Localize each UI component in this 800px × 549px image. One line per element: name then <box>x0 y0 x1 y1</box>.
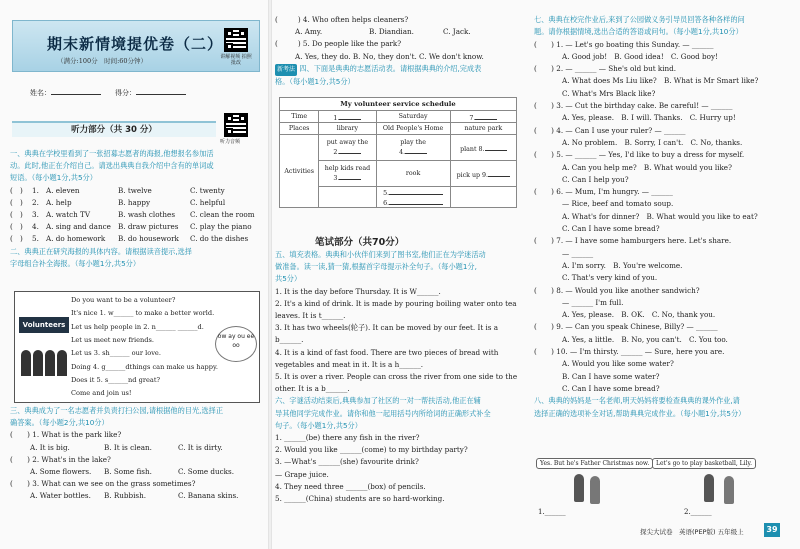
s1-option[interactable]: C. clean the room <box>190 210 255 220</box>
s7-line[interactable]: ( ) 1. — Let's go boating this Sunday. — ______ <box>534 39 714 49</box>
s7-line[interactable]: ( ) 9. — Can you speak Chinese, Billy? — ______ <box>534 322 718 332</box>
s7-line: A. Yes, a little. B. No, you can't. C. You too. <box>562 334 728 344</box>
mq5-text: 5. Do people like the park? <box>302 39 402 49</box>
qr-code-icon[interactable] <box>224 28 248 52</box>
s6-line[interactable]: 4. They need three ______(box) of pencils. <box>275 481 426 491</box>
mq4-options <box>275 26 521 38</box>
s1-option[interactable]: C. twenty <box>190 185 225 195</box>
s1-item <box>10 197 264 209</box>
s7-line: A. Can you help me? B. What would you like? <box>562 162 732 172</box>
s5-intro-3: 共5分） <box>275 274 302 284</box>
answer-paren[interactable]: ( ) <box>10 210 23 220</box>
s7-line[interactable]: ( ) 10. — I'm thirsty. ______ — Sure, here you are. <box>534 347 725 357</box>
poster-line: Doing 4. g______dthings can make us happy. <box>71 362 218 371</box>
poster-line: Let us 3. sh______ our love. <box>71 349 161 358</box>
s3-option[interactable]: C. Some ducks. <box>178 467 235 477</box>
s7-line: C. Can I have some bread? <box>562 224 660 234</box>
s4-intro <box>275 63 521 76</box>
s1-option[interactable]: A. do homework <box>46 234 106 244</box>
answer-blank-2[interactable]: 2.______ <box>684 508 712 516</box>
s7-line[interactable]: ( ) 2. — ______ — She's old but kind. <box>534 64 677 74</box>
volunteers-badge: Volunteers <box>19 317 69 333</box>
s7-line: — Rice, beef and tomato soup. <box>562 199 674 209</box>
a1: put away the <box>326 139 369 146</box>
s5-line[interactable]: b______. <box>275 335 304 345</box>
time-cell-3[interactable] <box>450 111 516 123</box>
mq5-options: A. Yes, they do. B. No, they don't. C. We don't know. <box>295 51 484 61</box>
s3-option[interactable]: A. It is big. <box>30 442 70 452</box>
person-figure <box>724 476 734 504</box>
s3-intro-2: 确答案。（每小题2分,共10分） <box>10 418 109 428</box>
s7-line[interactable]: ( ) 5. — ______ — Yes, I'd like to buy a dress for myself. <box>534 150 745 160</box>
s6-list <box>275 432 521 505</box>
s2-intro-2: 字母组合补全海报。（每小题1分,共5分） <box>10 258 141 268</box>
c5: 5. <box>383 190 390 197</box>
writing-heading: 笔试部分（共70分） <box>315 237 405 248</box>
s6-intro-1: 六、字谜活动结束后,典典参加了社区的一对一帮扶活动,他正在辅 <box>275 396 481 406</box>
s1-option[interactable]: B. wash clothes <box>118 210 176 220</box>
s5-line[interactable]: other. It is a b______. <box>275 384 350 394</box>
s5-list <box>275 286 521 396</box>
s5-intro-1: 五、填充表格。典典和小伙伴们来到了图书室,他们正在为学迷活动 <box>275 250 486 259</box>
s7-line: B. Can I have some water? <box>562 371 660 381</box>
s1-item <box>10 209 264 221</box>
person-figure <box>704 474 714 502</box>
person-figure <box>574 474 584 502</box>
middle-column-bottom <box>275 249 521 505</box>
s3-option[interactable]: A. Some flowers. <box>30 467 92 477</box>
s1-option: 2. <box>32 197 39 207</box>
s1-option: 5. <box>32 234 39 244</box>
a4: 4. <box>399 149 406 156</box>
c6: 6. <box>383 200 390 207</box>
s7-list <box>534 39 786 396</box>
act-cell-7[interactable] <box>376 187 450 208</box>
b1: help kids read <box>324 165 371 172</box>
s5-line[interactable]: leaves. It is t______. <box>275 311 346 321</box>
s1-option: 1. <box>32 185 39 195</box>
listening-heading: 听力部分（共 30 分） <box>12 121 216 137</box>
t7: 7. <box>469 114 476 122</box>
s6-intro-2: 导其他同学完成作业。请你和他一起用括号内所给词的正确形式补全 <box>275 408 491 418</box>
s3-option[interactable]: A. Water bottles. <box>30 491 91 501</box>
s1-intro-3: 短语。（每小题1分,共5分） <box>10 173 97 183</box>
time-cell-1[interactable] <box>319 111 376 123</box>
s1-option[interactable]: A. watch TV <box>46 210 91 220</box>
s6-line: — Grape juice. <box>275 469 329 479</box>
poster-line: Does it 5. s______nd great? <box>71 375 160 384</box>
a3: play the <box>400 139 426 146</box>
s5-line[interactable]: 3. It has two wheels(轮子). It can be moved by our feet. It is a <box>275 323 499 333</box>
time-cell-2: Saturday <box>376 111 450 123</box>
s7-intro-2: 题。请你根据情境,选出合适的答语或问句。（每小题1分,共10分） <box>534 27 743 37</box>
s1-option[interactable]: B. do housework <box>118 234 179 244</box>
s7-line[interactable]: ( ) 3. — Cut the birthday cake. Be careful! — ______ <box>534 101 733 111</box>
name-blank[interactable] <box>51 87 101 95</box>
score-label: 得分： <box>115 89 136 97</box>
s1-intro-2: 动。此时,他正在介绍自己。请选出典典自我介绍中含有的单词或 <box>10 161 214 171</box>
poster-line: Let us meet new friends. <box>71 335 154 344</box>
answer-blank-1[interactable]: 1.______ <box>538 508 566 516</box>
answer-paren[interactable]: ( ) <box>10 234 23 244</box>
s6-line[interactable]: 1. ______(be) there any fish in the river? <box>275 433 420 443</box>
s7-line[interactable]: — ______ <box>562 248 594 258</box>
s1-option[interactable]: B. twelve <box>118 185 152 195</box>
s3-option[interactable]: B. Some fish. <box>104 467 152 477</box>
poster-line: Do you want to be a volunteer? <box>71 296 176 304</box>
act-cell-4[interactable] <box>319 161 376 187</box>
s1-option[interactable]: A. sing and dance <box>46 222 111 232</box>
s1-option: 4. <box>32 222 39 232</box>
act-cell-3[interactable] <box>450 135 516 161</box>
s7-line: A. Yes, please. B. I will. Thanks. C. Hurry up! <box>562 113 736 123</box>
s1-item <box>10 221 264 233</box>
schedule-caption: My volunteer service schedule <box>279 97 517 110</box>
s7-line: A. Yes, please. B. OK. C. No, thank you. <box>562 310 716 320</box>
s1-intro: 一、典典在学校里看到了一张招募志愿者的海报,他想报名参加活 <box>10 149 214 158</box>
s3-question-text: 3. What can we see on the grass sometimes? <box>32 479 196 489</box>
s1-item <box>10 233 264 245</box>
right-column <box>534 14 786 420</box>
s5-line: 4. It is a kind of fast food. There are two pieces of bread with <box>275 347 499 357</box>
b3: 3. <box>333 175 340 182</box>
answer-paren[interactable]: ( ) <box>10 222 23 232</box>
s1-option[interactable]: B. draw pictures <box>118 222 179 232</box>
act-cell-2[interactable] <box>376 135 450 161</box>
s7-line: A. Good job! B. Good idea! C. Good boy! <box>562 51 718 61</box>
act-cell-1[interactable] <box>319 135 376 161</box>
s1-option[interactable]: A. help <box>46 197 72 207</box>
s7-line: A. Would you like some water? <box>562 359 674 369</box>
places-label: Places <box>280 123 319 135</box>
s3-question <box>10 454 264 466</box>
s7-line[interactable]: ( ) 4. — Can I use your ruler? — ______ <box>534 125 686 135</box>
s1-option[interactable]: B. happy <box>118 197 151 207</box>
activities-label: Activities <box>280 135 319 208</box>
s4-intro-1: 四、下面是典典的志愿活动表。请根据典典的介绍,完成表 <box>299 63 482 73</box>
exam-subtitle: （满分:100分 时间:60分钟） <box>57 57 148 65</box>
s1-list <box>10 185 264 246</box>
s3-option[interactable]: B. It is clean. <box>104 442 152 452</box>
s1-option[interactable]: C. do the dishes <box>190 234 249 244</box>
s5-line[interactable]: vegetables and meat in it. It is a h______. <box>275 359 424 369</box>
time-label: Time <box>280 111 319 123</box>
a2: 2. <box>333 149 340 156</box>
s7-intro-1: 七、典典在校完作业后,来到了公园做义务引导员回答各种各样的问 <box>534 15 745 24</box>
s5-line: 5. It is over a river. People can cross the river from one side to the <box>275 372 518 382</box>
score-blank[interactable] <box>136 87 186 95</box>
s3-option[interactable]: B. Rubbish. <box>104 491 146 501</box>
s3-question <box>10 478 264 490</box>
s8-intro-2: 选择正确的选项补全对话,帮助典典完成作业。（每小题1分,共5分） <box>534 408 746 418</box>
page-number: 39 <box>764 523 780 537</box>
mq4-option[interactable]: B. Diandian. <box>369 27 414 37</box>
s6-line[interactable]: 3. —What's ______(she) favourite drink? <box>275 457 419 467</box>
s7-line: A. What's for dinner? B. What would you like to eat? <box>562 211 758 221</box>
poster-line: Let us help people in 2. n______ ______d. <box>71 322 204 331</box>
name-label: 姓名： <box>30 89 51 97</box>
answer-paren[interactable]: ( ) <box>10 454 33 464</box>
mq5: ( ) 5. Do people like the park? <box>275 39 402 49</box>
s8-intro-1: 八、典典的妈妈是一名老师,明天妈妈将要检查典典的课外作业,请 <box>534 396 740 406</box>
poster-line: It's nice 1. w______ to make a better world. <box>71 309 215 318</box>
qr2-caption: 听力音频 <box>220 139 241 145</box>
s7-line: C. Can I help you? <box>562 174 629 184</box>
answer-paren[interactable]: ( ) <box>10 479 33 489</box>
act-cell-6[interactable] <box>450 161 516 187</box>
s3-list <box>10 429 264 502</box>
exam-title: 期末新情境提优卷（二） <box>47 35 224 53</box>
mq4-option[interactable]: A. Amy. <box>295 27 323 37</box>
s2-intro-1: 二、典典正在研究海报的具体内容。请根据读音提示,选择 <box>10 246 192 256</box>
s5-line: 2. It's a kind of drink. It is made by pouring boiling water onto tea <box>275 298 517 308</box>
answer-paren[interactable]: ( ) <box>10 197 23 207</box>
footer-text: 探尖大试卷 英语(PEP版) 五年级上 <box>640 528 744 536</box>
dialogue-pictures <box>534 458 784 520</box>
s1-option[interactable]: A. eleven <box>46 185 80 195</box>
s4-intro-2: 格。（每小题1分,共5分） <box>275 77 355 87</box>
s3-question-text: 1. What is the park like? <box>32 430 122 440</box>
s5-line[interactable]: 1. It is the day before Thursday. It is W______. <box>275 286 441 296</box>
left-column-bottom <box>10 405 264 503</box>
s1-option[interactable]: C. play the piano <box>190 222 252 232</box>
s2-intro <box>10 246 264 258</box>
new-format-tag: 新考法 <box>275 64 297 76</box>
s7-line: C. What's Mrs Black like? <box>562 88 656 98</box>
s6-line[interactable]: 5. ______(China) students are so hard-working. <box>275 494 445 504</box>
speech-bubble-2: Let's go to play basketball, Lily. <box>652 458 756 469</box>
s7-line: C. Can I have some bread? <box>562 383 660 393</box>
s7-line: A. I'm sorry. B. You're welcome. <box>562 260 683 270</box>
answer-paren[interactable]: ( ) <box>10 185 23 195</box>
s1-option[interactable]: C. helpful <box>190 197 226 207</box>
place-1: library <box>319 123 376 135</box>
s3-option[interactable]: C. Banana skins. <box>178 491 239 501</box>
s1-option: 3. <box>32 210 39 220</box>
person-figure <box>590 476 600 504</box>
s3-intro-1: 三、典典成为了一名志愿者并负责打扫公园,请根据他的目光,选择正 <box>10 406 224 415</box>
place-2: Old People's Home <box>376 123 450 135</box>
middle-column <box>275 14 521 88</box>
poster-line: Come and join us! <box>71 389 132 398</box>
place-3: nature park <box>450 123 516 135</box>
mq4: ( ) 4. Who often helps cleaners? <box>275 15 409 24</box>
s7-line[interactable]: ( ) 6. — Mum, I'm hungry. — ______ <box>534 187 673 197</box>
schedule-table <box>279 97 517 208</box>
s6-intro-3: 句子。（每小题1分,共5分） <box>275 420 362 430</box>
s7-line: ( ) 8. — Would you like another sandwich? <box>534 285 700 295</box>
left-column <box>10 148 264 270</box>
qr-caption: 讲解视频 拍照批改 <box>220 54 252 66</box>
mq4-option[interactable]: C. Jack. <box>443 27 471 37</box>
volunteer-poster <box>14 291 260 403</box>
letter-bubble: ow ay ou ee oo <box>215 326 257 362</box>
act-cell-5: rook <box>376 161 450 187</box>
s7-line: A. What does Ms Liu like? B. What is Mr Smart like? <box>562 76 759 86</box>
b9: pick up 9. <box>456 171 489 179</box>
a8: plant 8. <box>460 145 485 153</box>
s7-line[interactable]: — ______ I'm full. <box>562 297 624 307</box>
mq4-text: 4. Who often helps cleaners? <box>302 15 409 24</box>
s5-intro-2: 做准备。读一读,猜一猜,根据首字母提示补全句子。（每小题1分, <box>275 262 477 272</box>
s7-line: ( ) 7. — I have some hamburgers here. Let's share. <box>534 236 732 246</box>
t1: 1. <box>333 114 340 122</box>
s3-options <box>10 466 264 478</box>
s6-line[interactable]: 2. Would you like ______(come) to my birthday party? <box>275 445 468 455</box>
s3-question-text: 2. What's in the lake? <box>32 454 111 464</box>
s3-options <box>10 442 264 454</box>
s3-options <box>10 490 264 502</box>
name-score-row <box>30 87 186 98</box>
page-fold <box>268 0 272 549</box>
s7-line: A. No problem. B. Sorry, I can't. C. No, thanks. <box>562 137 743 147</box>
speech-bubble-1: Yes. But he's Father Christmas now. <box>536 458 653 469</box>
s3-question <box>10 429 264 441</box>
s7-line: C. That's very kind of you. <box>562 273 658 283</box>
audio-qr-code-icon[interactable] <box>224 113 248 137</box>
s3-option[interactable]: C. It is dirty. <box>178 442 223 452</box>
kids-picture <box>19 336 69 376</box>
s1-item <box>10 185 264 197</box>
answer-paren[interactable]: ( ) <box>10 430 33 440</box>
